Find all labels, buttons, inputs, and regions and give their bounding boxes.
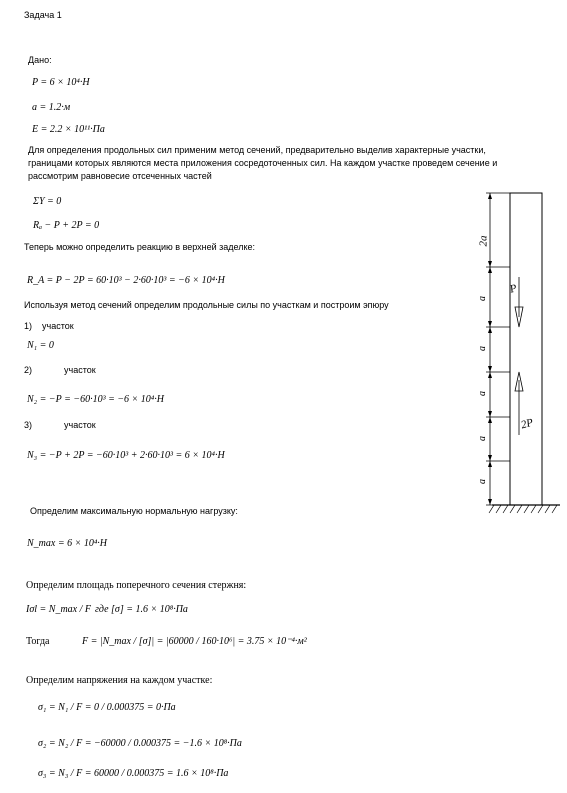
given-a: a = 1.2·м	[32, 102, 71, 113]
section-2-num: 2)	[24, 365, 33, 375]
force-2P-label: 2P	[519, 416, 535, 432]
given-E: E = 2.2 × 10¹¹·Па	[32, 124, 105, 135]
reaction-text: Теперь можно определить реакцию в верхней заделке:	[24, 242, 256, 252]
stress-2-eq: σ₂ = N₂ / F = −60000 / 0.000375 = −1.6 × 10⁸·Па	[38, 738, 242, 749]
eq-balance: Rₐ − P + 2P = 0	[33, 220, 100, 231]
rod	[510, 193, 542, 505]
dim-label-a-2: a	[477, 346, 488, 351]
dim-label-a-5: a	[477, 479, 488, 484]
max-eq: N_max = 6 × 10⁴·H	[27, 538, 108, 549]
stress-3-eq: σ₃ = N₃ / F = 60000 / 0.000375 = 1.6 × 10⁸·Па	[38, 768, 229, 779]
ground-hatch-icon	[489, 505, 557, 513]
section-1-num: 1)	[24, 321, 33, 331]
method-text: Используя метод сечений определим продольные силы по участкам и построим эпюру	[24, 300, 389, 310]
dim-label-a-4: a	[477, 436, 488, 441]
area-condition: Iσl = N_max / F	[26, 604, 92, 615]
section-3-num: 3)	[24, 420, 33, 430]
section-3-eq: N₃ = −P + 2P = −60·10³ + 2·60·10³ = 6 × 10⁴·H	[27, 450, 225, 461]
area-eq: F = |N_max / [σ]| = |60000 / 160·10⁶| = 3.75 × 10⁻⁴·м²	[82, 636, 307, 647]
stress-text: Определим напряжения на каждом участке:	[26, 675, 213, 686]
area-text: Определим площадь поперечного сечения стержня:	[26, 580, 247, 591]
given-label: Дано:	[28, 55, 52, 65]
dim-label-a-1: a	[477, 296, 488, 301]
section-2-eq: N₂ = −P = −60·10³ = −6 × 10⁴·H	[27, 394, 165, 405]
dim-label-2a: 2a	[477, 235, 490, 247]
intro-line-1: Для определения продольных сил применим метод сечений, предварительно выделив характерные участки,	[28, 145, 486, 155]
intro-line-3: рассмотрим равновесие отсеченных частей	[28, 171, 212, 181]
section-1-label: участок	[42, 321, 74, 331]
max-text: Определим максимальную нормальную нагрузку:	[30, 506, 238, 516]
section-1-eq: N₁ = 0	[27, 340, 54, 351]
stress-1-eq: σ₁ = N₁ / F = 0 / 0.000375 = 0·Па	[38, 702, 176, 713]
dim-label-a-3: a	[477, 391, 488, 396]
section-2-label: участок	[64, 365, 96, 375]
given-P: P = 6 × 10⁴·H	[32, 77, 90, 88]
reaction-eq: R_A = P − 2P = 60·10³ − 2·60·10³ = −6 × 10⁴·H	[27, 275, 225, 286]
area-where: где [σ] = 1.6 × 10⁸·Па	[95, 604, 188, 615]
then-label: Тогда	[26, 636, 50, 647]
section-3-label: участок	[64, 420, 96, 430]
force-P-label: P	[508, 282, 519, 296]
problem-title: Задача 1	[24, 10, 62, 20]
intro-line-2: границами которых являются места приложения сосредоточенных сил. На каждом участке проведем сечение и	[28, 158, 498, 168]
eq-sum: ΣY = 0	[33, 196, 62, 207]
